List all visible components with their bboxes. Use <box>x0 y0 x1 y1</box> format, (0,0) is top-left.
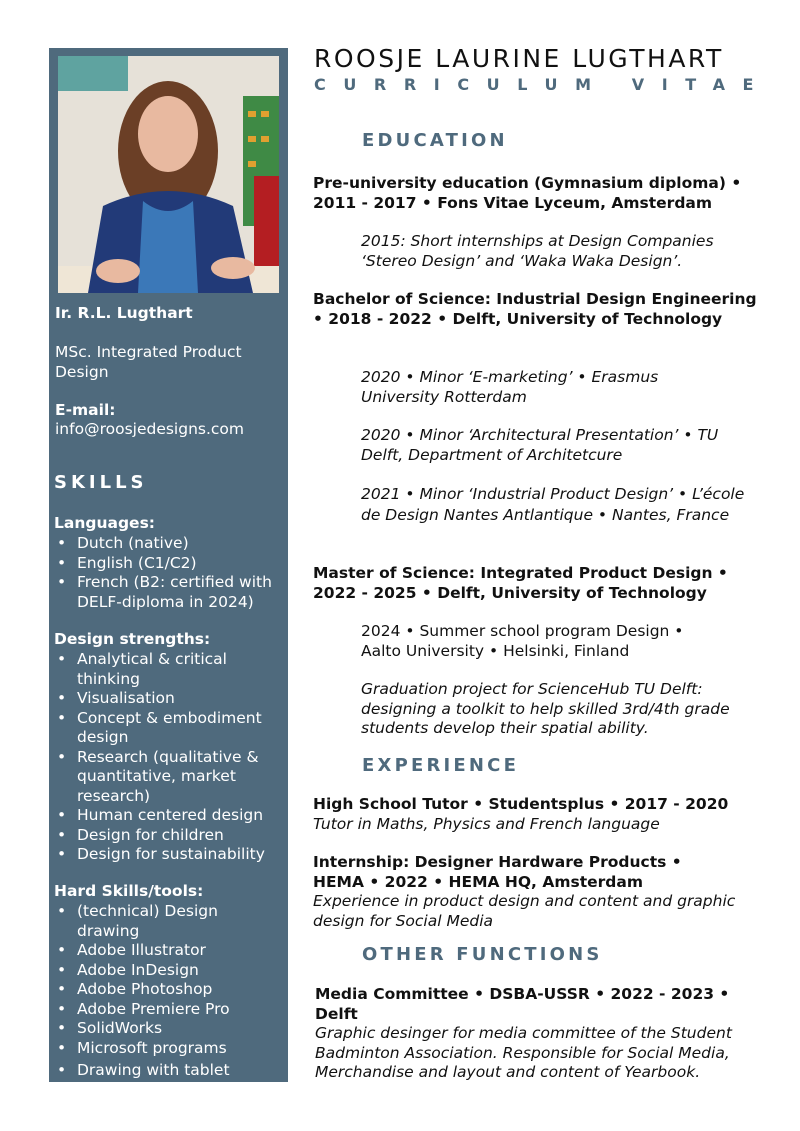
list-item: • French (B2: certified with DELF-diploma in 2024) <box>54 573 286 612</box>
list-item: • Concept & embodiment design <box>54 709 274 748</box>
list-item: • Adobe Illustrator <box>54 941 249 961</box>
list-item: • Adobe Premiere Pro <box>54 1000 249 1020</box>
gymnasium-title: Pre-university education (Gymnasium diploma) • 2011 - 2017 • Fons Vitae Lyceum, Amsterdam <box>313 174 742 212</box>
sidebar-title: Ir. R.L. Lugthart <box>55 304 193 322</box>
master-title: Master of Science: Integrated Product Design • 2022 - 2025 • Delft, University of Technology <box>313 564 728 602</box>
internship-description: Experience in product design and content and graphic design for Social Media <box>313 892 736 930</box>
list-item: • Visualisation <box>54 689 274 709</box>
graduation-project: Graduation project for ScienceHub TU Delft: designing a toolkit to help skilled 3rd/4th grade students develop their spatial ability. <box>361 680 730 737</box>
list-item: • SolidWorks <box>54 1019 249 1039</box>
languages-heading: Languages: <box>54 514 155 532</box>
email-label: E-mail: <box>55 401 116 419</box>
cv-name: ROOSJE LAURINE LUGTHART <box>314 44 724 73</box>
languages-list <box>54 534 286 612</box>
cv-subtitle: CURRICULUM VITAE <box>314 75 772 94</box>
bachelor-title: Bachelor of Science: Industrial Design Engineering • 2018 - 2022 • Delft, University of Technology <box>313 290 757 328</box>
list-item: • Adobe Photoshop <box>54 980 249 1000</box>
list-item: • Analytical & critical thinking <box>54 650 274 689</box>
list-item: • Design for children <box>54 826 274 846</box>
list-item: • Drawing with tablet <box>54 1061 249 1081</box>
minor-1: 2020 • Minor ‘E-marketing’ • Erasmus University Rotterdam <box>361 368 659 406</box>
internship-title: Internship: Designer Hardware Products • HEMA • 2022 • HEMA HQ, Amsterdam <box>313 853 682 891</box>
other-functions-heading: OTHER FUNCTIONS <box>362 944 603 965</box>
tutor-description: Tutor in Maths, Physics and French language <box>313 815 660 833</box>
summer-school: 2024 • Summer school program Design • Aalto University • Helsinki, Finland <box>361 622 684 660</box>
list-item: • Research (qualitative & quantitative, market research) <box>54 748 274 807</box>
minor-2: 2020 • Minor ‘Architectural Presentation’ • TU Delft, Department of Architetcure <box>361 426 719 464</box>
education-heading: EDUCATION <box>362 130 508 151</box>
list-item: • English (C1/C2) <box>54 554 286 574</box>
experience-heading: EXPERIENCE <box>362 755 520 776</box>
profile-photo <box>58 56 279 293</box>
gymnasium-note: 2015: Short internships at Design Companies ‘Stereo Design’ and ‘Waka Waka Design’. <box>361 232 714 270</box>
media-committee-description: Graphic desinger for media committee of the Student Badminton Association. Responsible for Social Media, Merchandise and layout and content of Yearbook. <box>315 1024 732 1081</box>
list-item: • Human centered design <box>54 806 274 826</box>
list-item: • Adobe InDesign <box>54 961 249 981</box>
skills-heading: SKILLS <box>54 472 148 493</box>
strengths-list <box>54 650 274 865</box>
tools-list <box>54 902 249 1081</box>
list-item: • (technical) Design drawing <box>54 902 249 941</box>
tutor-title: High School Tutor • Studentsplus • 2017 - 2020 <box>313 795 729 813</box>
list-item: • Microsoft programs <box>54 1039 249 1059</box>
sidebar-degree: MSc. Integrated Product Design <box>55 343 242 381</box>
strengths-heading: Design strengths: <box>54 630 211 648</box>
minor-3: 2021 • Minor ‘Industrial Product Design’ • L’école de Design Nantes Antlantique • Nantes, France <box>361 485 745 524</box>
media-committee-title: Media Committee • DSBA-USSR • 2022 - 2023 • Delft <box>315 985 730 1023</box>
sidebar <box>49 48 288 1082</box>
tools-heading: Hard Skills/tools: <box>54 882 204 900</box>
list-item: • Dutch (native) <box>54 534 286 554</box>
email-address: info@roosjedesigns.com <box>55 420 245 438</box>
list-item: • Design for sustainability <box>54 845 274 865</box>
